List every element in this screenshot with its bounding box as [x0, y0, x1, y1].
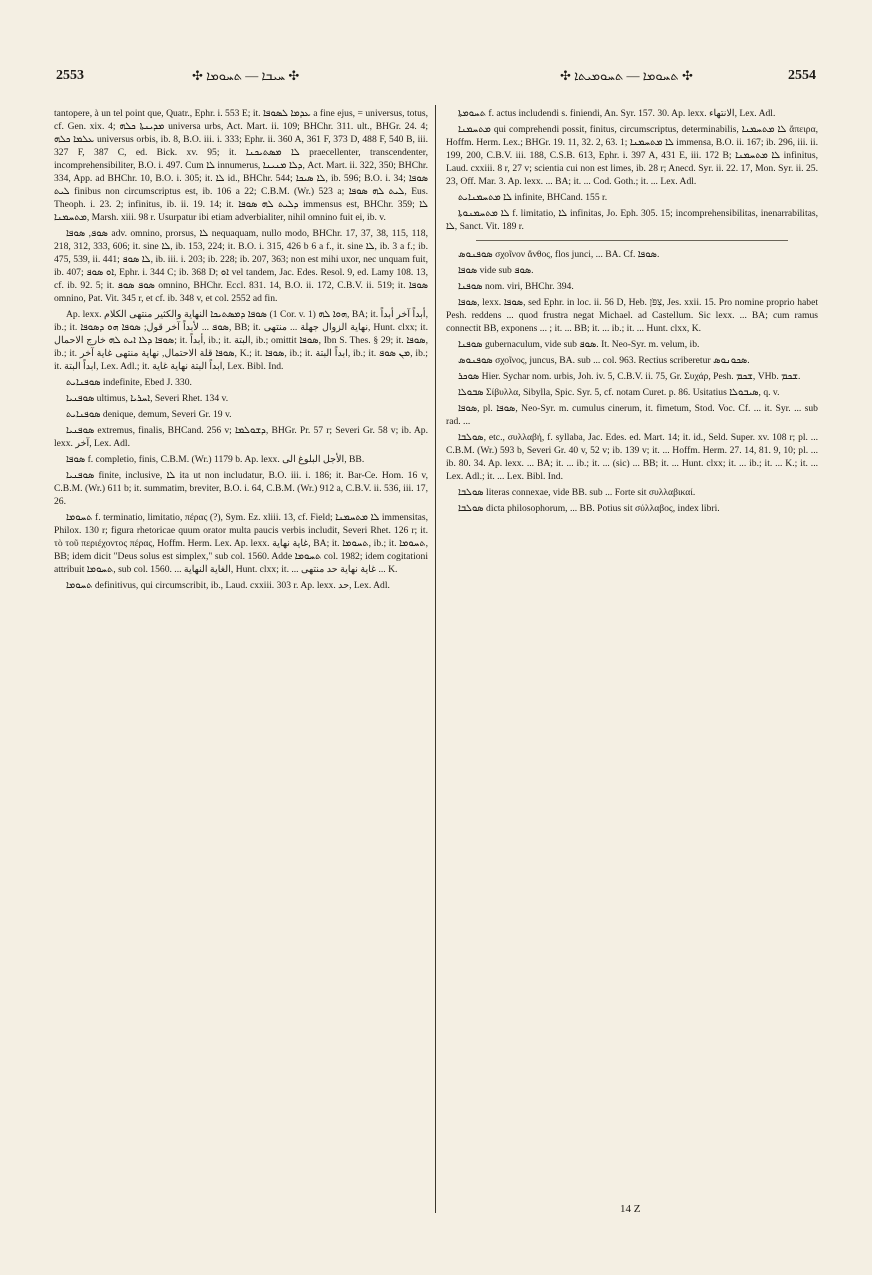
entry-paragraph: ܣܘܠܒܐ dicta philosophorum, ... BB. Potius sit σύλλαβος, index libri. [458, 503, 720, 514]
entry-paragraph: tantopere, à un tel point que, Quatr., Ephr. i. 553 E; it. ܥܕܡܐ ܠܣܘܦܐ a fine ejus, = universus, totus, cf. Gen. xix. 4; ܡܕܝܢܬܐ ܟܠܗ universa urbs, Act. Mart. ii. 109; BHChr. 311. ult., BHGr. 24. 4; ܥܠܡܐ ܟܠܗ universus orbis, ib. 8, B.O. iii. i. 333; Ephr. ii. 360 A, 361 F, 373 D, 488 F, 540 B, iii. 327 F, 387 C, ed. Bick. xv. 95; it. ܠܐ ܡܣܬܝܟܢܐ praecellenter, transcendenter, incomprehensibiliter, B.O. i. 497. Cum ܠܐ innumerus, ܕܠܐ ܡܢܝܢܐ, Act. Mart. ii. 322, 350; BHChr. 334, App. ad BHChr. 10, B.O. i. 305; it. ܠܐ id., BHChr. 544; ܠܐ ܣܝܟܐ, ib. 596; B.O. i. 34; ܣܘܦܐ ܠܝܬ finibus non circumscriptus est, ib. 106 a 22; C.B.M. (Wr.) 523 a; ܠܝܬ ܠܗ ܣܘܦܐ, Eus. Theoph. i. 23. 2; infinitus, ib. ii. 19. 14; it. ܕܠܝܬ ܠܗ ܣܘܦܐ immensus est, BHChr. 359; ܠܐ ܡܬܚܡܢܐ, Marsh. xiii. 98 r. Usurpatur ibi etiam adverbialiter, nihil omnino fuit ei, ib. v. [54, 108, 428, 223]
entry-paragraph: ܣܘܦܐ f. completio, finis, C.B.M. (Wr.) 1179 b. Ap. lexx. الأجل البلوغ الى, BB. [66, 454, 365, 465]
entry-paragraph: ܣܘܦܐ vide sub ܣܘܦ. [458, 265, 534, 276]
left-page-number: 2553 [56, 68, 84, 83]
column-divider [435, 105, 436, 1213]
entry-paragraph: ܣܘܠܒܐ, etc., συλλαβή, f. syllaba, Jac. Edes. ed. Mart. 14; it. id., Seld. Super. xv. 108 r; pl. ... C.B.M. (Wr.) 593 b, Severi Gr. 40 v, 52 v; ib. 139 v; it. ... Hoffm. Herm. 27. 14, 81. 9, 10; pl. ... ib. 80. 34. Ap. lexx. ... BA; it. ... ib.; it. ... (sic) ... BB; it. ... Hunt. clxx; it. ... ib.; it. ... K.; it. ... Lex. Adl.; it. ... Lex. Bibl. Ind. [446, 432, 818, 482]
entry-paragraph: ܡܬܚܡܢܐ qui comprehendi possit, finitus, circumscriptus, determinabilis, ܠܐ ܡܬܚܡܢܐ ἄπειρα, Hoffm. Herm. Lex.; BHGr. 19. 11, 32. 2, 63. 1; ܠܐ ܡܬܚܡܢܐ immensa, B.O. ii. 167; ib. 296, iii. ii. 199, 200, C.B.V. iii. 188, C.S.B. 613, Ephr. i. 397 A, 431 E, iii. 172 B; ܠܐ ܡܬܚܡܢܐ infinitus, Laud. cxxiii. 8 r, 27 v; scientia cui non est limes, ib. 28 r; Anecd. Syr. ii. 22. 17, Mon. Syr. ii. 25. 23, Off. Mar. 3. Ap. lexx. ... BA; it. ... Cod. Goth.; it. ... Lex. Adl. [446, 124, 818, 187]
entry-paragraph: ܣܘܦܢܐ gubernaculum, vide sub ܣܘܦ. It. Neo-Syr. m. velum, ib. [458, 339, 700, 350]
signature-mark: 14 Z [620, 1203, 641, 1215]
right-page-number: 2554 [788, 68, 816, 83]
entry-paragraph: ܣܘܦܢܐ nom. viri, BHChr. 394. [458, 281, 574, 292]
section-separator [476, 240, 788, 241]
entry-paragraph: ܣܘܦܢܝܐ extremus, finalis, BHCand. 256 v; ܕܫܘܠܡܐ, BHGr. Pr. 57 r; Severi Gr. 58 v; ib. Ap. lexx. آخر, Lex. Adl. [54, 425, 428, 449]
entry-paragraph: Ap. lexx. ܣܘܦܐ ܕܡܣܬܝܟܐ النهاية والكثير منتهى الكلام (1 Cor. v. 1) ܗܘܐ ܠܗ, BA; it. أبداً آخر أبداً, ib.; it. ܣܘܦ ... لأبداً آخر قول; ܣܘܦܐ ܗܘ ܕܣܘܦܐ, BB; it. نهاية الزوال جهلة ... منتهى, Hunt. clxx; it. ܣܘܦܐ ܕܠܐ ܐܝܬ ܠܗ خارج الاحمال; it. أبداً, ib.; it. البتة, ib.; omittit ܣܘܦܐ, Ibn S. Thes. § 29; it. ܣܘܦܐ, ib.; it. ܣܘܦܐ قلة الاحتمال, نهاية منتهى غاية آخر, K.; it. ܣܘܦܐ, ib.; it. ابداً البتة, ib.; it. ܡܢ ܣܘܦ, ib.; it. ابداً البتة, Lex. Adl.; it. ابداً البتة نهاية غاية, Lex. Bibl. Ind. [54, 309, 428, 372]
entry-paragraph: ܬܚܘܡܬܐ f. actus includendi s. finiendi, An. Syr. 157. 30. Ap. lexx. الانتهاء, Lex. Adl. [458, 108, 776, 119]
right-column [446, 107, 818, 1213]
entry-paragraph: ܣܘܦܢܘܣ σχοῖνον ἄνθος, flos junci, ... BA. Cf. ܣܘܦܐ. [458, 249, 660, 260]
entry-paragraph: ܠܐ ܡܬܚܡܢܘܬܐ f. limitatio, ܠܐ infinitas, Jo. Eph. 305. 15; incomprehensibilitas, inenarrabilitas, ܠܐ, Sanct. Vit. 189 r. [446, 208, 818, 232]
entry-paragraph: ܣܘܠܒܐ literas connexae, vide BB. sub ... Forte sit συλλαβικαί. [458, 487, 696, 498]
page-header [52, 68, 816, 90]
entry-paragraph: ܬܚܘܡܐ definitivus, qui circumscribit, ib., Laud. cxxiii. 303 r. Ap. lexx. حد, Lex. Adl. [66, 580, 390, 591]
entry-paragraph: ܣܘܦܢܝܐ finite, inclusive, ܠܐ ita ut non includatur, B.O. iii. i. 186; it. Bar-Ce. Hom. 16 v, C.B.M. (Wr.) 611 b; it. summatim, breviter, B.O. i. 64, C.B.M. (Wr.) 912 a, C.B.V. ii. 536, iii. 17, 26. [54, 470, 428, 507]
entry-paragraph: ܣܘܦܐ, pl. ܣܘܦܐ, Neo-Syr. m. cumulus cinerum, it. fimetum, Stod. Voc. Cf. ... it. Syr. ... sub rad. ... [446, 403, 818, 427]
entry-paragraph: ܬܚܘܡܐ f. terminatio, limitatio, πέρας (?), Sym. Ez. xliii. 13, cf. Field; ܠܐ ܡܬܚܡܢܐ immensitas, Philox. 130 r; figura rhetoricae quum orator multa paucis verbis includit, Severi Rhet. 126 r; it. τὸ τοῦ περιέχοντος πέρας, Hoffm. Herm. Lex. Ap. lexx. غاية نهاية, BA; it. ܬܚܘܡܐ, ib.; it. ܬܚܘܡܐ, BB; idem dicit "Deus solus est simplex," sub col. 1560. Adde ܬܚܘܡܐ col. 1982; idem cogitationi attribuit ܬܚܘܡܐ, sub col. 1560. ... الغاية النهاية, Hunt. clxx; it. ... غاية نهاية حد منتهى ... K. [54, 512, 428, 575]
entry-paragraph: ܣܘܦܢܐܝܬ indefinite, Ebed J. 330. [66, 377, 192, 388]
entry-paragraph: ܣܘܟܪ Hier. Sychar nom. urbis, Joh. iv. 5, C.B.V. ii. 75, Gr. Συχάρ, Pesh. ܫܟܡ, VHb. ܫܟܡ. [458, 371, 801, 382]
entry-paragraph: ܣܘܦܐ, lexx. ܣܘܦܐ, sed Ephr. in loc. ii. 56 D, Heb. צִפֹּן, Jes. xxii. 15. Pro nomine proprio habet Pesh. reddens ... quod frustra negat Michael. ad Castellum. Sic lexx. ... BA; cum ramus connectit BB, exponens ... ; it. ... BB; it. ... ib.; it. ... Hunt. clxx, K. [446, 297, 818, 334]
entry-paragraph: ܣܘܦܢܝܐ ultimus, ܐܚܪܝܐ, Severi Rhet. 134 v. [66, 393, 229, 404]
right-running-title: ✣ ܬܚܘܡܐ — ܬܚܘܡܝܬܐ ✣ [560, 68, 693, 83]
entry-paragraph: ܣܒܘܠܐ Σίβυλλα, Sibylla, Spic. Syr. 5, cf. notam Curet. p. 86. Usitatius ܣܝܒܘܠܐ, q. v. [458, 387, 780, 398]
entry-paragraph: ܣܘܦܢܐܝܬ denique, demum, Severi Gr. 19 v. [66, 409, 232, 420]
left-running-title: ✣ ܚܝܒܐ — ܬܚܘܡܐ ✣ [192, 68, 300, 83]
entry-paragraph: ܠܐ ܡܬܚܡܢܐܝܬ infinite, BHCand. 155 r. [458, 192, 608, 203]
entry-paragraph: ܣܘܦܢܘܣ σχοῖνος, juncus, BA. sub ... col. 963. Rectius scriberetur ܣܟܘܢܘܣ. [458, 355, 750, 366]
left-column [54, 107, 428, 1213]
entry-paragraph: ܣܘܦ, ܣܘܦܐ adv. omnino, prorsus, ܠܐ nequaquam, nullo modo, BHChr. 17, 37, 38, 115, 118, 218, 312, 333, 606; it. sine ܠܐ, ib. 153, 224; it. B.O. i. 315, 426 b 6 a f., it. sine ܠܐ, ib. 3 a f.; ib. 475, 539, ii. 441; ܠܐ ܣܘܦ, ib. iii. i. 203; ib. 228; ib. 207, 363; non est mihi uxor, nec unquam fuit, ib. 407; ܐܘ ܣܘܦ, Ephr. i. 344 C; ib. 368 D; ܐܘ vel tandem, Jac. Edes. Resol. 9, ed. Lamy 108. 13, cf. ib. 92. 5; it. ܣܘܦ ܣܘܦ omnino, BHChr. Eccl. 831. 14, B.O. ii. 172, C.B.V. ii. 519; it. ܣܘܦܐ omnino, Pat. Vit. 345 r, et cf. ib. 348 v, et col. 2552 ad fin. [54, 228, 428, 304]
